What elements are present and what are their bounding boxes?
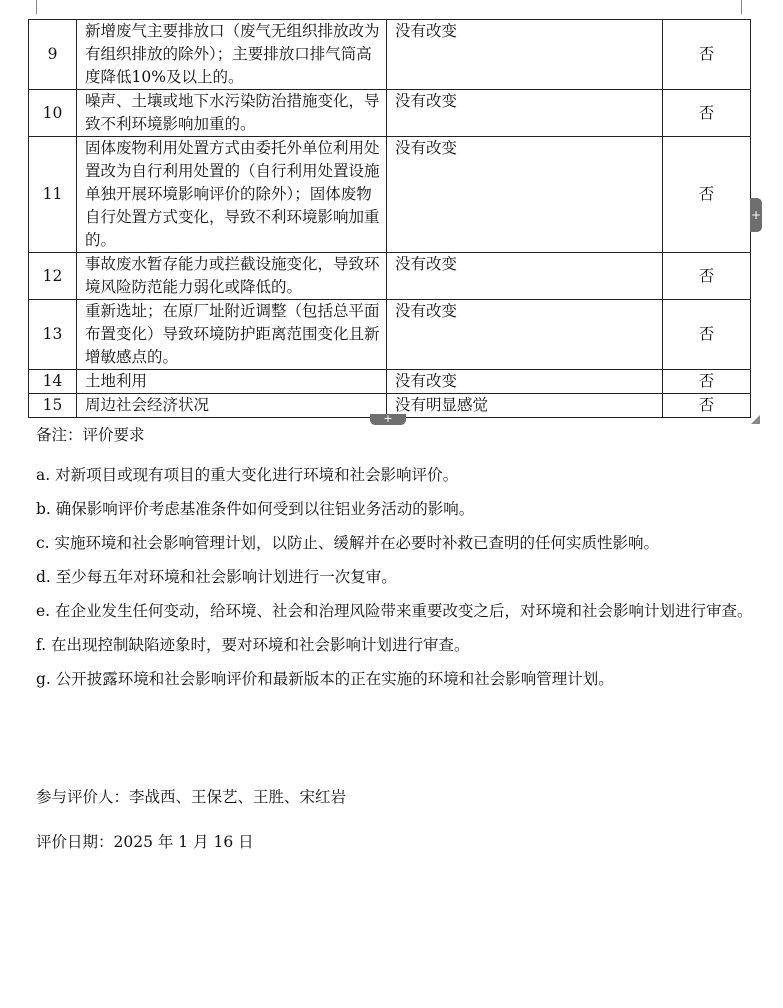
evaluators-line: 参与评价人：李战西、王保艺、王胜、宋红岩 — [36, 788, 347, 806]
note-item: f. 在出现控制缺陷迹象时，要对环境和社会影响计划进行审查。 — [36, 636, 470, 654]
major-change-result: 否 — [663, 253, 751, 300]
note-item: e. 在企业发生任何变动，给环境、社会和治理风险带来重要改变之后，对环境和社会影响计划进行审查。 — [36, 602, 753, 620]
table-row — [29, 20, 751, 90]
change-item: 新增废气主要排放口（废气无组织排放改为有组织排放的除外）；主要排放口排气筒高度降低10%及以上的。 — [77, 20, 387, 90]
change-item: 周边社会经济状况 — [77, 394, 387, 418]
crop-mark-left — [36, 0, 37, 14]
change-status: 没有改变 — [387, 90, 663, 137]
row-number: 11 — [29, 137, 77, 253]
table-row — [29, 253, 751, 300]
note-item: g. 公开披露环境和社会影响评价和最新版本的正在实施的环境和社会影响管理计划。 — [36, 670, 614, 688]
major-change-result: 否 — [663, 370, 751, 394]
notes-title: 备注：评价要求 — [36, 426, 145, 444]
note-item: b. 确保影响评价考虑基准条件如何受到以往铝业务活动的影响。 — [36, 500, 475, 518]
note-item: a. 对新项目或现有项目的重大变化进行环境和社会影响评价。 — [36, 466, 459, 484]
change-item: 重新选址；在原厂址附近调整（包括总平面布置变化）导致环境防护距离范围变化且新增敏感点的。 — [77, 300, 387, 370]
change-item: 事故废水暂存能力或拦截设施变化，导致环境风险防范能力弱化或降低的。 — [77, 253, 387, 300]
table-row — [29, 137, 751, 253]
row-number: 10 — [29, 90, 77, 137]
row-number: 13 — [29, 300, 77, 370]
note-item: d. 至少每五年对环境和社会影响计划进行一次复审。 — [36, 568, 397, 586]
change-status: 没有改变 — [387, 137, 663, 253]
major-change-result: 否 — [663, 20, 751, 90]
major-change-result: 否 — [663, 394, 751, 418]
change-item: 噪声、土壤或地下水污染防治措施变化，导致不利环境影响加重的。 — [77, 90, 387, 137]
change-item: 固体废物利用处置方式由委托外单位利用处置改为自行利用处置的（自行利用处置设施单独开展环境影响评价的除外）；固体废物自行处置方式变化，导致不利环境影响加重的。 — [77, 137, 387, 253]
add-column-button[interactable] — [750, 198, 762, 232]
change-item: 土地利用 — [77, 370, 387, 394]
change-status: 没有改变 — [387, 370, 663, 394]
table-row — [29, 90, 751, 137]
evaluation-table — [28, 19, 751, 418]
major-change-result: 否 — [663, 300, 751, 370]
table-row — [29, 300, 751, 370]
table-row — [29, 370, 751, 394]
major-change-result: 否 — [663, 137, 751, 253]
major-change-result: 否 — [663, 90, 751, 137]
note-item: c. 实施环境和社会影响管理计划，以防止、缓解并在必要时补救已查明的任何实质性影响。 — [36, 534, 660, 552]
row-number: 12 — [29, 253, 77, 300]
change-status: 没有明显感觉 — [387, 394, 663, 418]
evaluation-date: 评价日期：2025 年 1 月 16 日 — [36, 833, 254, 851]
change-status: 没有改变 — [387, 300, 663, 370]
notes-section — [36, 424, 756, 696]
plus-icon: + — [750, 208, 762, 222]
row-number: 15 — [29, 394, 77, 418]
plus-icon: + — [383, 412, 393, 425]
crop-mark-right — [741, 0, 742, 14]
change-status: 没有改变 — [387, 253, 663, 300]
row-number: 9 — [29, 20, 77, 90]
table-resize-handle[interactable] — [751, 415, 760, 424]
change-status: 没有改变 — [387, 20, 663, 90]
row-number: 14 — [29, 370, 77, 394]
